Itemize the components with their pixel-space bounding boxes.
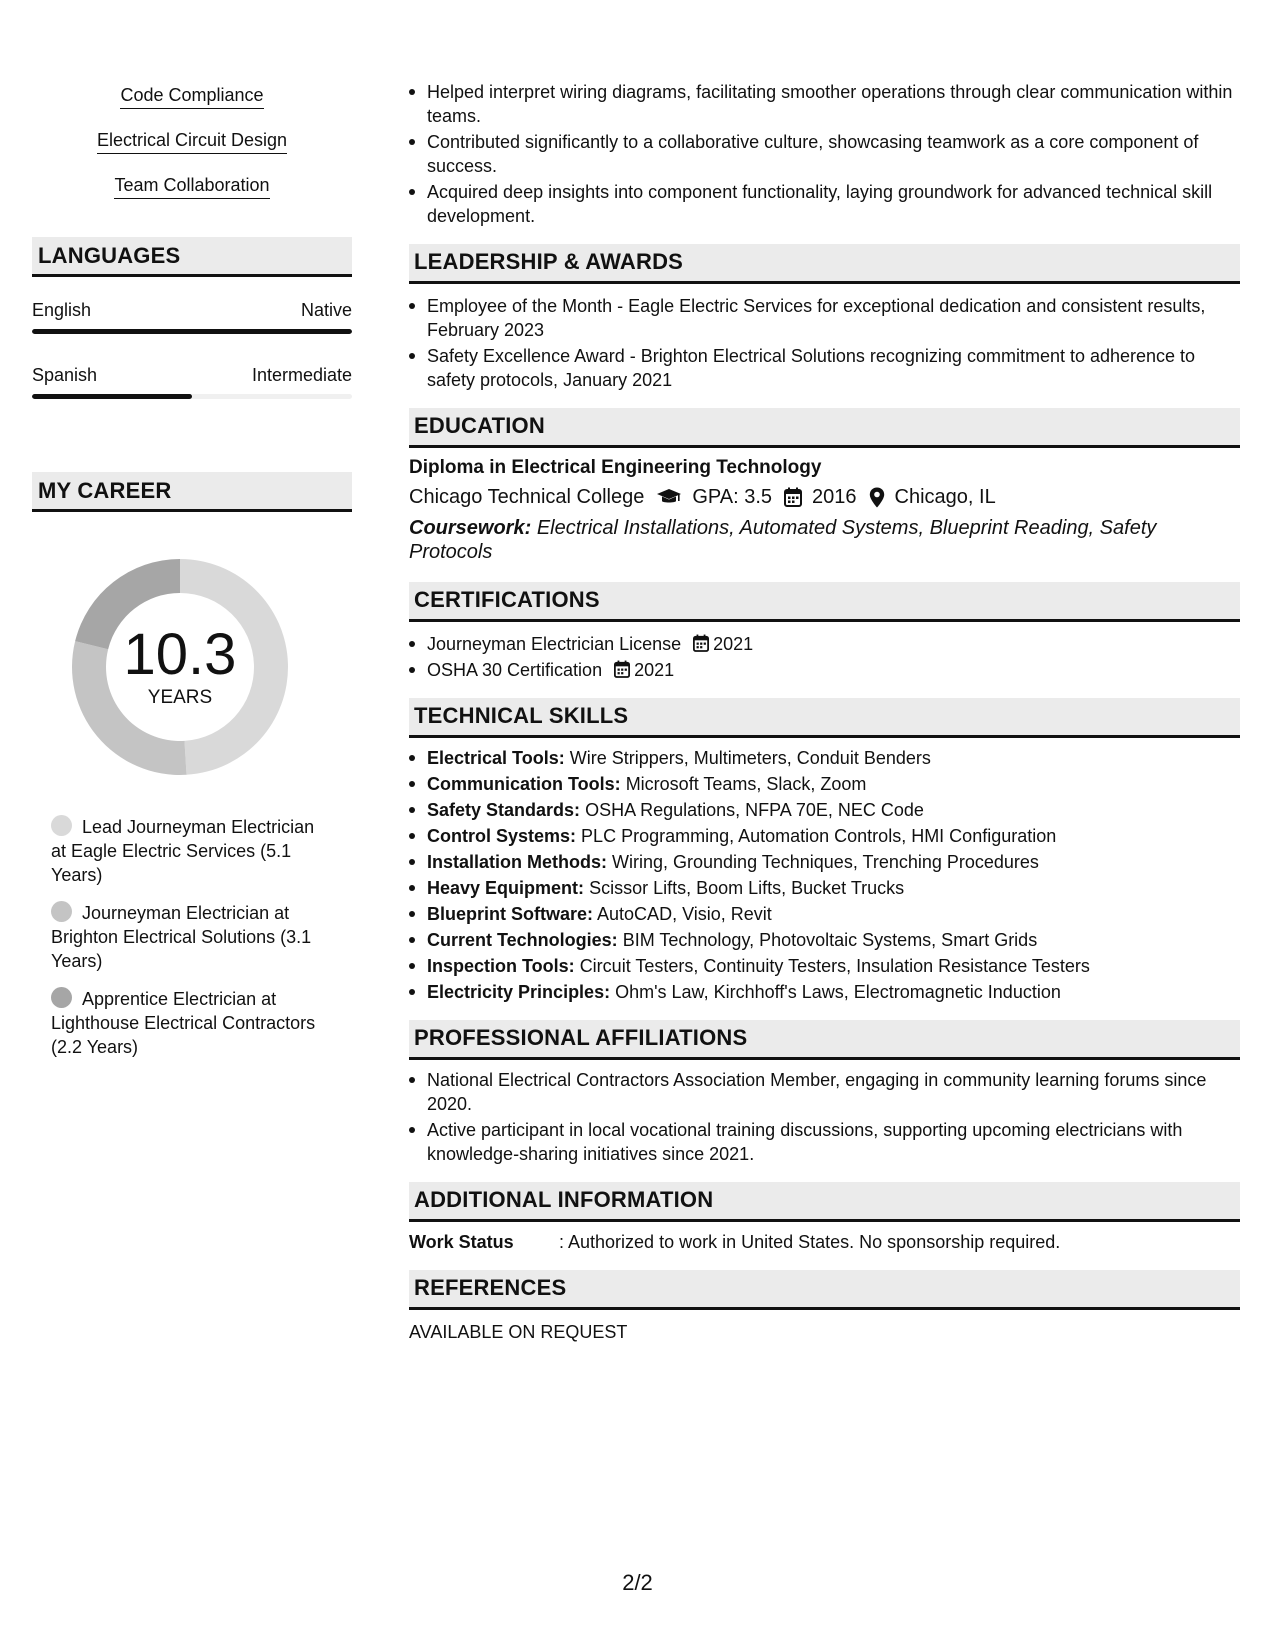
- calendar-icon: [693, 634, 709, 652]
- technical-skills-heading: TECHNICAL SKILLS: [409, 698, 1240, 738]
- skill-tag: [32, 84, 352, 129]
- skill-tag-label: Electrical Circuit Design: [97, 129, 287, 154]
- education-entry: [409, 456, 1240, 564]
- work-status-label: Work Status: [409, 1232, 514, 1252]
- technical-skill-item: [409, 876, 1240, 900]
- calendar-icon: [614, 660, 630, 678]
- technical-skill-item: [409, 772, 1240, 796]
- awards-heading: LEADERSHIP & AWARDS: [409, 244, 1240, 284]
- language-proficiency-fill: [32, 394, 192, 399]
- coursework-label: Coursework:: [409, 517, 532, 539]
- career-item: [32, 987, 332, 1059]
- work-status-value: : Authorized to work in United States. No sponsorship required.: [559, 1232, 1061, 1252]
- technical-skill-item: [409, 954, 1240, 978]
- work-status-row: [409, 1230, 1240, 1254]
- technical-skill-value: Wiring, Grounding Techniques, Trenching Procedures: [612, 852, 1039, 872]
- technical-skill-label: Blueprint Software:: [427, 904, 594, 924]
- career-legend-dot: [51, 815, 72, 836]
- career-item-text: Journeyman Electrician at Brighton Electrical Solutions (3.1 Years): [51, 903, 312, 971]
- language-level: Intermediate: [251, 365, 352, 385]
- technical-skill-label: Heavy Equipment:: [427, 878, 585, 898]
- career-legend: [32, 815, 352, 1059]
- technical-skill-label: Installation Methods:: [427, 852, 607, 872]
- technical-skills-list: [409, 746, 1240, 1004]
- experience-bullet: Acquired deep insights into component functionality, laying groundwork for advanced technical skill development.: [409, 180, 1240, 228]
- experience-bullet: Contributed significantly to a collaborative culture, showcasing teamwork as a core component of success.: [409, 130, 1240, 178]
- references-text: AVAILABLE ON REQUEST: [409, 1322, 628, 1342]
- calendar-icon: [784, 487, 802, 507]
- technical-skill-label: Current Technologies:: [427, 930, 618, 950]
- technical-skill-item: [409, 850, 1240, 874]
- language-proficiency-bar: [32, 329, 352, 334]
- technical-skill-value: PLC Programming, Automation Controls, HMI Configuration: [581, 826, 1057, 846]
- technical-skill-label: Safety Standards:: [427, 800, 581, 820]
- technical-skill-value: Ohm's Law, Kirchhoff's Laws, Electromagnetic Induction: [615, 982, 1061, 1002]
- awards-list: [409, 294, 1240, 392]
- technical-skill-label: Inspection Tools:: [427, 956, 575, 976]
- language-level: Native: [300, 300, 352, 320]
- language-proficiency-fill: [32, 329, 352, 334]
- technical-skill-value: Wire Strippers, Multimeters, Conduit Benders: [569, 748, 931, 768]
- affiliation-item: National Electrical Contractors Association Member, engaging in community learning forums since 2020.: [409, 1068, 1240, 1116]
- technical-skill-item: [409, 980, 1240, 1004]
- sidebar: [32, 84, 352, 1073]
- certification-year: 2021: [713, 634, 754, 654]
- affiliations-heading: PROFESSIONAL AFFILIATIONS: [409, 1020, 1240, 1060]
- career-item: [32, 901, 332, 973]
- skill-tag: [32, 174, 352, 219]
- affiliations-list: [409, 1068, 1240, 1166]
- language-entry: [32, 364, 352, 399]
- main-content: [409, 80, 1240, 1344]
- education-location: Chicago, IL: [894, 486, 996, 508]
- career-item-text: Apprentice Electrician at Lighthouse Electrical Contractors (2.2 Years): [51, 989, 316, 1057]
- languages-heading: LANGUAGES: [32, 237, 352, 277]
- technical-skill-value: Microsoft Teams, Slack, Zoom: [625, 774, 867, 794]
- affiliation-item: Active participant in local vocational training discussions, supporting upcoming electricians with knowledge-sharing initiatives since 2021.: [409, 1118, 1240, 1166]
- language-proficiency-bar: [32, 394, 352, 399]
- technical-skill-value: BIM Technology, Photovoltaic Systems, Smart Grids: [622, 930, 1038, 950]
- technical-skill-item: [409, 902, 1240, 926]
- experience-bullet: Helped interpret wiring diagrams, facilitating smoother operations through clear communication within teams.: [409, 80, 1240, 128]
- education-heading: EDUCATION: [409, 408, 1240, 448]
- certification-name: OSHA 30 Certification: [427, 660, 603, 680]
- skill-tag: [32, 129, 352, 174]
- education-coursework: [409, 516, 1240, 564]
- page-number: 2/2: [622, 1570, 653, 1595]
- award-item: Employee of the Month - Eagle Electric Services for exceptional dedication and consistent results, February 2023: [409, 294, 1240, 342]
- skill-tag-label: Team Collaboration: [114, 174, 269, 199]
- language-name: English: [32, 300, 92, 320]
- technical-skill-item: [409, 824, 1240, 848]
- career-item-text: Lead Journeyman Electrician at Eagle Electric Services (5.1 Years): [51, 817, 315, 885]
- career-total-value: 10.3: [123, 622, 237, 687]
- education-school: Chicago Technical College: [409, 486, 645, 508]
- technical-skill-label: Electrical Tools:: [427, 748, 565, 768]
- career-item: [32, 815, 332, 887]
- location-pin-icon: [869, 487, 885, 508]
- certifications-list: [409, 632, 1240, 682]
- language-name: Spanish: [32, 365, 98, 385]
- technical-skill-item: [409, 746, 1240, 770]
- technical-skill-value: Scissor Lifts, Boom Lifts, Bucket Trucks: [589, 878, 905, 898]
- technical-skill-value: OSHA Regulations, NFPA 70E, NEC Code: [585, 800, 924, 820]
- career-donut-chart: [65, 552, 295, 782]
- technical-skill-item: [409, 928, 1240, 952]
- technical-skill-value: AutoCAD, Visio, Revit: [597, 904, 772, 924]
- career-legend-dot: [51, 901, 72, 922]
- certification-year: 2021: [634, 660, 675, 680]
- education-year: 2016: [812, 486, 857, 508]
- technical-skill-label: Communication Tools:: [427, 774, 621, 794]
- certifications-heading: CERTIFICATIONS: [409, 582, 1240, 622]
- technical-skill-item: [409, 798, 1240, 822]
- coursework-text: Electrical Installations, Automated Systems, Blueprint Reading, Safety Protocols: [409, 517, 1157, 563]
- additional-info-heading: ADDITIONAL INFORMATION: [409, 1182, 1240, 1222]
- skill-tag-label: Code Compliance: [120, 84, 263, 109]
- career-total-unit: YEARS: [147, 687, 213, 708]
- technical-skill-label: Electricity Principles:: [427, 982, 611, 1002]
- career-heading: MY CAREER: [32, 472, 352, 512]
- technical-skill-value: Circuit Testers, Continuity Testers, Insulation Resistance Testers: [579, 956, 1090, 976]
- certification-name: Journeyman Electrician License: [427, 634, 682, 654]
- experience-bullets: [409, 80, 1240, 228]
- education-degree: Diploma in Electrical Engineering Technology: [409, 457, 822, 478]
- technical-skill-label: Control Systems:: [427, 826, 577, 846]
- education-meta: [409, 484, 1240, 510]
- graduation-cap-icon: [656, 488, 682, 506]
- certification-item: [409, 658, 1240, 682]
- references-heading: REFERENCES: [409, 1270, 1240, 1310]
- language-entry: [32, 299, 352, 334]
- award-item: Safety Excellence Award - Brighton Electrical Solutions recognizing commitment to adherence to safety protocols, January 2021: [409, 344, 1240, 392]
- career-legend-dot: [51, 987, 72, 1008]
- certification-item: [409, 632, 1240, 656]
- education-gpa: GPA: 3.5: [692, 486, 773, 508]
